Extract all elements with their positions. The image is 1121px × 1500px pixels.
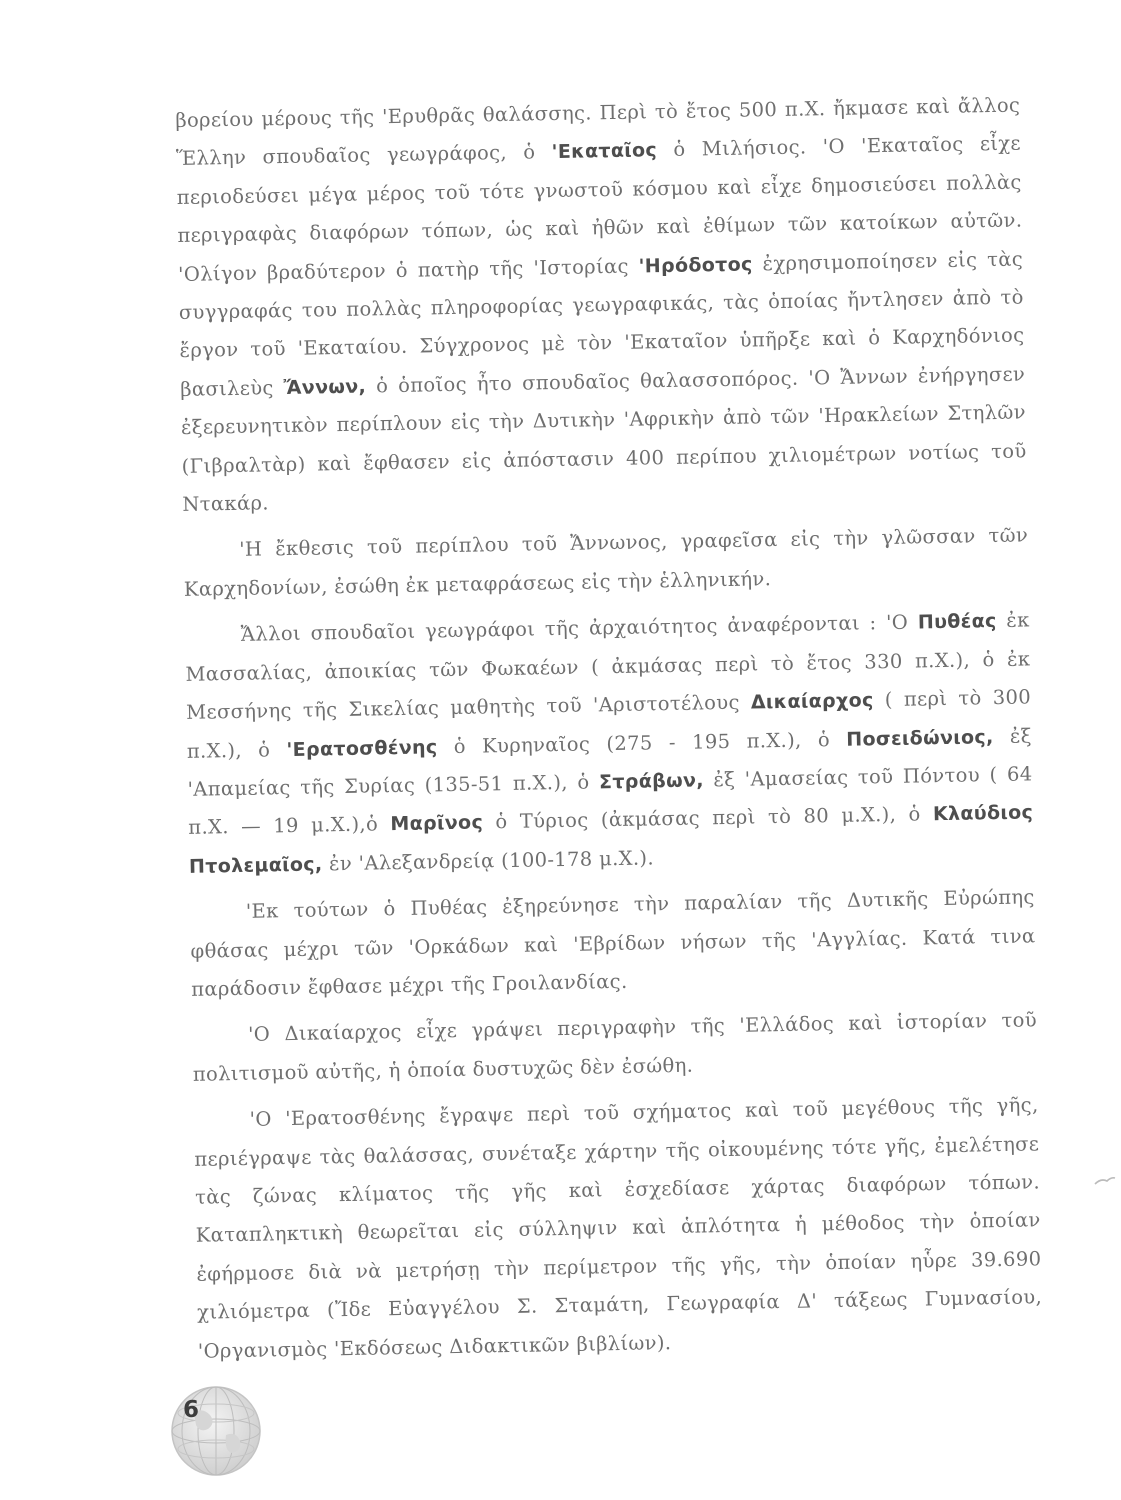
paragraph (192, 1002, 1038, 1094)
text-run: 'Εκ τούτων ὁ Πυθέας ἐξηρεύνησε τὴν παραλίαν τῆς Δυτικῆς Εὐρώπης φθάσας μέχρι τῶν 'Ορκάδων καὶ 'Εβρίδων νήσων τῆς 'Αγγλίας. Κατά τινα παράδοσιν ἔφθασε μέχρι τῆς Γροιλανδίας. (190, 885, 1036, 1001)
text-run: 'Η ἔκθεσις τοῦ περίπλου τοῦ Ἄννωνος, γραφεῖσα εἰς τὴν γλῶσσαν τῶν Καρχηδονίων, ἐσώθη ἐκ μεταφράσεως εἰς τὴν ἑλληνικήν. (183, 523, 1029, 601)
body-text (175, 87, 1043, 1371)
bold-name: Δικαίαρχος (750, 689, 874, 714)
bold-name: Μαρῖνος (390, 811, 484, 836)
text-run: ( περὶ τὸ 300 π.Χ.), ὁ (186, 685, 1032, 763)
text-run: 'Ο 'Ερατοσθένης ἔγραψε περὶ τοῦ σχήματος καὶ τοῦ μεγέθους τῆς γῆς, περιέγραψε τὰς θαλάσσας, συνέταξε χάρτην τῆς οἰκουμένης τότε γῆς, ἐμελέτησε τὰς ζώνας κλίματος τῆς γῆς καὶ ἐσχεδίασε χάρτας διαφόρων τόπων. Καταπληκτικὴ θεωρεῖται εἰς σύλληψιν καὶ ἁπλότητα ἡ μέθοδος τὴν ὁποίαν ἐφήρμοσε διὰ νὰ μετρήσῃ τὴν περίμετρον τῆς γῆς, τὴν ὁποίαν ηὗρε 39.690 χιλιόμετρα (Ἴδε Εὐαγγέλου Σ. Σταμάτη, Γεωγραφία Δ' τάξεως Γυμνασίου, 'Οργανισμὸς 'Εκδόσεως Διδακτικῶν βιβλίων). (194, 1093, 1043, 1363)
paragraph (190, 879, 1037, 1010)
text-run: ἐξ 'Αμασείας τοῦ Πόντου ( 64 π.Χ. — 19 μ.Χ.),ὁ (188, 762, 1033, 840)
text-run: 'Ο Δικαίαρχος εἶχε γράψει περιγραφὴν τῆς 'Ελλάδος καὶ ἱστορίαν τοῦ πολιτισμοῦ αὐτῆς, ἡ ὁποία δυστυχῶς δὲν ἐσώθη. (192, 1008, 1038, 1086)
text-run: βορείου μέρους τῆς 'Ερυθρᾶς θαλάσσης. Περὶ τὸ ἔτος 500 π.Χ. ἤκμασε καὶ ἄλλος Ἕλλην σπουδαῖος γεωγράφος, ὁ (175, 93, 1021, 171)
paragraph (175, 87, 1028, 525)
text-run: Ἄλλοι σπουδαῖοι γεωγράφοι τῆς ἀρχαιότητος ἀναφέρονται : 'Ο (240, 610, 919, 647)
bold-name: Ἄννων, (283, 375, 367, 399)
paragraph (193, 1087, 1043, 1371)
bold-name: 'Εκαταῖος (551, 139, 658, 164)
text-run: ὁ Κυρηναῖος (275 - 195 π.Χ.), ὁ (437, 727, 847, 758)
bold-name: Στράβων, (598, 769, 705, 794)
text-run: ὁ ὁποῖος ἦτο σπουδαῖος θαλασσοπόρος. 'Ο Ἄννων ἐνήργησεν ἐξερευνητικὸν περίπλουν εἰς τὴν Δυτικὴν 'Αφρικὴν ἀπὸ τῶν 'Ηρακλείων Στηλῶν (Γιβραλτὰρ) καὶ ἔφθασεν εἰς ἀπόστασιν 400 περίπου χιλιομέτρων νοτίως τοῦ Ντακάρ. (180, 362, 1027, 516)
bold-name: Ποσειδώνιος, (846, 725, 994, 751)
paragraph (183, 517, 1029, 609)
text-run: ὁ Τύριος (ἀκμάσας περὶ τὸ 80 μ.Χ.), ὁ (482, 802, 934, 834)
page-number: 6 (183, 1397, 200, 1423)
bold-name: Κλαύδιος Πτολεμαῖος, (188, 801, 1034, 878)
text-run: ἐχρησιμοποίησεν εἰς τὰς συγγραφάς του πολλὰς πληροφορίας γεωγραφικάς, τὰς ὁποίας ἤντλησεν ἀπὸ τὸ ἔργον τοῦ 'Εκαταίου. Σύγχρονος μὲ τὸν 'Εκαταῖον ὑπῆρξε καὶ ὁ Καρχηδόνιος βασιλεὺς (178, 247, 1025, 401)
ink-speck (1094, 1175, 1116, 1187)
text-run: ἐκ Μασσαλίας, ἀποικίας τῶν Φωκαέων ( ἀκμάσας περὶ τὸ ἔτος 330 π.Χ.), ὁ ἐκ Μεσσήνης τῆς Σικελίας μαθητὴς τοῦ 'Αριστοτέλους (185, 608, 1031, 724)
text-run: ὁ Μιλήσιος. 'Ο 'Εκαταῖος εἶχε περιοδεύσει μέγα μέρος τοῦ τότε γνωστοῦ κόσμου καὶ εἶχε δημοσιεύσει πολλὰς περιγραφὰς διαφόρων τόπων, ὡς καὶ ἠθῶν καὶ ἐθίμων τῶν κατοίκων αὐτῶν. 'Ολίγον βραδύτερον ὁ πατὴρ τῆς 'Ιστορίας (176, 131, 1023, 286)
paragraph (184, 602, 1034, 886)
text-run: ἐν 'Αλεξανδρείᾳ (100-178 μ.Χ.). (322, 846, 655, 876)
bold-name: 'Ερατοσθένης (286, 735, 438, 761)
bold-name: Πυθέας (917, 610, 997, 634)
bold-name: 'Ηρόδοτος (638, 253, 753, 278)
text-run: ἐξ 'Απαμείας τῆς Συρίας (135-51 π.Χ.), ὁ (187, 723, 1032, 801)
